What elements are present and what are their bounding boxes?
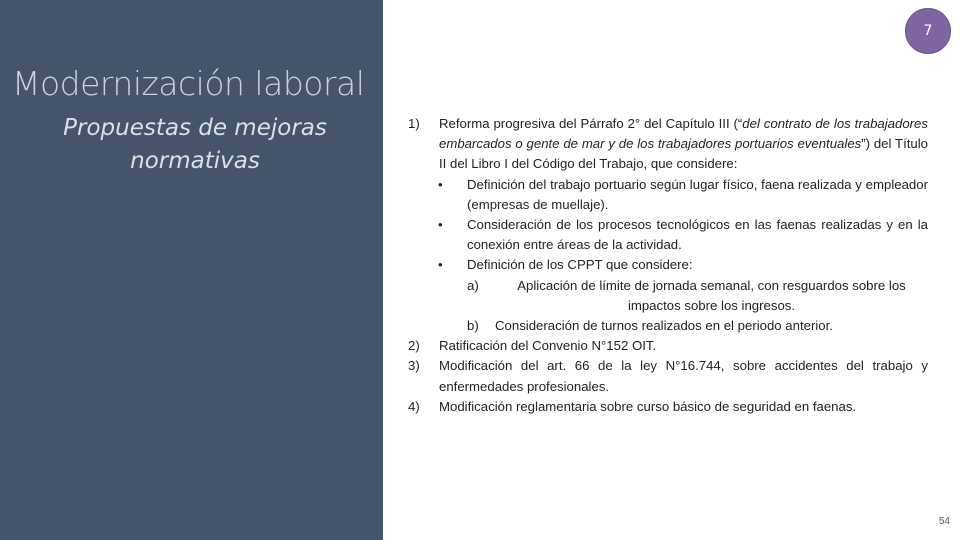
bullet-icon: • xyxy=(438,176,443,192)
list-item xyxy=(408,114,928,175)
item-number: 2) xyxy=(408,338,420,354)
sub-item xyxy=(408,276,928,316)
item-text: Modificación del art. 66 de la ley N°16.744, sobre accidentes del trabajo y enfermedades profesionales. xyxy=(439,358,928,394)
item-number: 4) xyxy=(408,398,420,414)
proposal-list xyxy=(408,114,928,417)
bullet-text: Definición del trabajo portuario según lugar físico, faena realizada y empleador (empresas de muellaje). xyxy=(467,176,928,212)
bullet-text: Definición de los CPPT que considere: xyxy=(467,257,693,273)
item-text xyxy=(439,114,928,175)
slide-title: Modernización laboral xyxy=(12,64,365,103)
section-number-badge: 7 xyxy=(905,8,951,54)
item-text-end: ”) del Título II del Libro I del Código del Trabajo, que considere: xyxy=(439,136,928,172)
sub-item xyxy=(408,316,928,336)
item-number: 1) xyxy=(408,116,420,131)
list-item xyxy=(408,336,928,356)
bullet-item xyxy=(408,175,928,215)
item-text: Ratificación del Convenio N°152 OIT. xyxy=(439,338,657,354)
list-item xyxy=(408,397,928,417)
sub-item-label: b) xyxy=(467,318,479,334)
bullet-item xyxy=(408,255,928,275)
bullet-text: Consideración de los procesos tecnológicos en las faenas realizadas y en la conexión entre áreas de la actividad. xyxy=(467,217,928,253)
slide-subtitle: Propuestas de mejoras normativas xyxy=(63,115,327,174)
item-text: Modificación reglamentaria sobre curso básico de seguridad en faenas. xyxy=(439,398,857,414)
item-text-start: Reforma progresiva del Párrafo 2° del Capítulo III (“ xyxy=(439,116,743,131)
sub-item-text: Consideración de turnos realizados en el periodo anterior. xyxy=(495,318,833,334)
sub-item-text: Aplicación de límite de jornada semanal, con resguardos sobre los impactos sobre los ingresos. xyxy=(517,277,906,313)
item-text-italic: del contrato de los trabajadores embarcados o gente de mar y de los trabajadores portuarios eventuales xyxy=(439,116,928,152)
sub-item-label: a) xyxy=(467,277,479,293)
bullet-icon: • xyxy=(438,217,443,233)
bullet-item xyxy=(408,215,928,255)
bullet-icon: • xyxy=(438,257,443,273)
page-number: 54 xyxy=(938,516,950,527)
item-number: 3) xyxy=(408,358,420,374)
list-item xyxy=(408,356,928,396)
title-panel xyxy=(0,0,383,540)
